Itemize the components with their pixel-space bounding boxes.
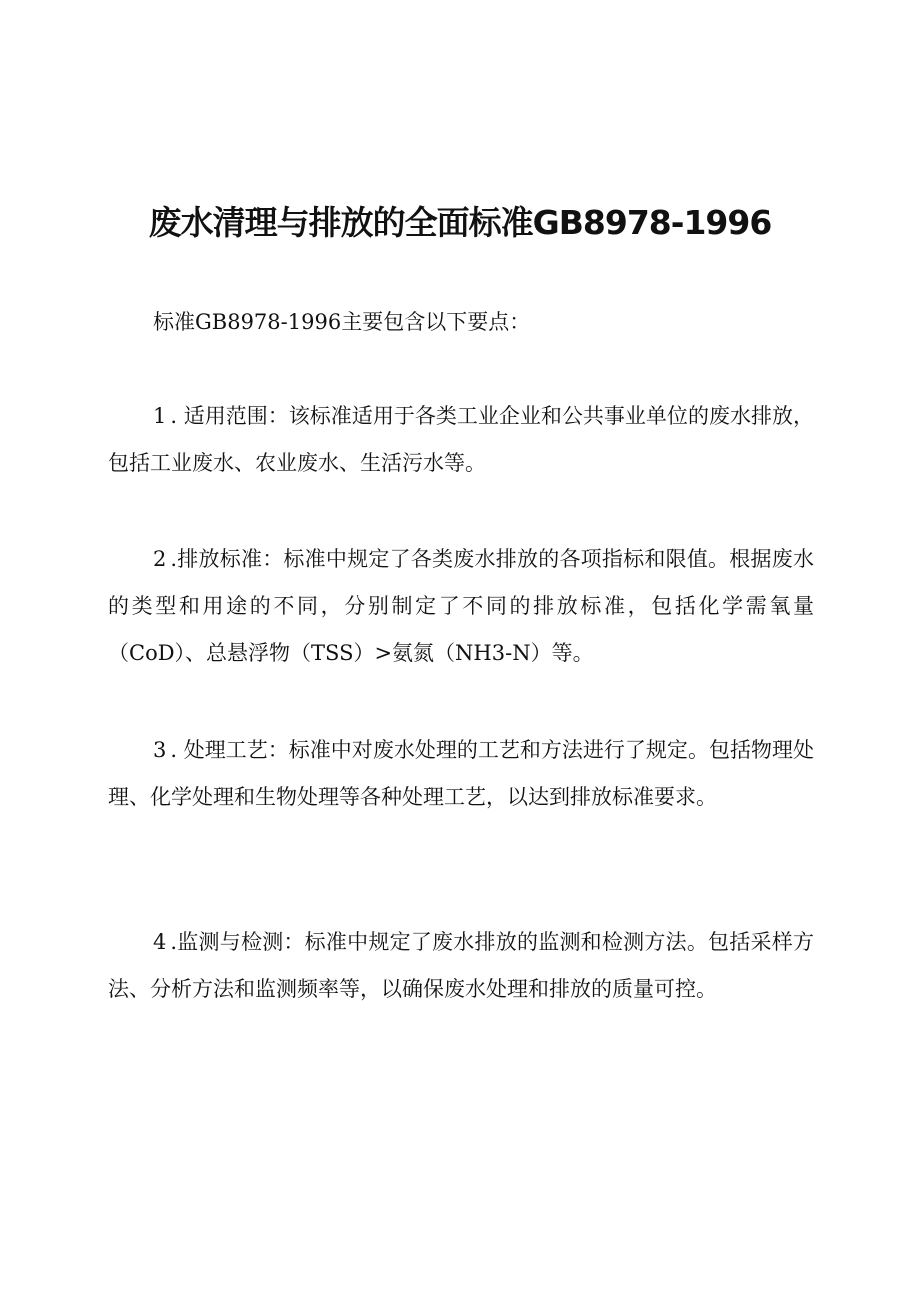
list-item-text: . 处理工艺：标准中对废水处理的工艺和方法进行了规定。包括物理处理、化学处理和生物处理等各种处理工艺，以达到排放标准要求。 <box>108 738 814 809</box>
document-title: 废水清理与排放的全面标准GB8978-1996 <box>148 203 772 243</box>
list-item <box>108 393 814 487</box>
list-item <box>108 536 814 677</box>
list-item <box>108 919 814 1013</box>
list-item <box>108 727 814 821</box>
list-item-text: . 适用范围：该标准适用于各类工业企业和公共事业单位的废水排放，包括工业废水、农业废水、生活污水等。 <box>108 404 814 475</box>
list-item-text: .排放标准：标准中规定了各类废水排放的各项指标和限值。根据废水的类型和用途的不同，分别制定了不同的排放标准，包括化学需氧量（CoD）、总悬浮物（TSS）>氨氮（NH3-N）等。 <box>108 547 814 665</box>
list-item-text: .监测与检测：标准中规定了废水排放的监测和检测方法。包括采样方法、分析方法和监测频率等，以确保废水处理和排放的质量可控。 <box>108 930 814 1001</box>
list-item-number: 1 <box>153 404 167 428</box>
list-item-number: 4 <box>153 930 167 954</box>
intro-paragraph: 标准GB8978-1996主要包含以下要点： <box>153 310 531 334</box>
list-item-number: 2 <box>153 547 167 571</box>
list-item-number: 3 <box>153 738 167 762</box>
